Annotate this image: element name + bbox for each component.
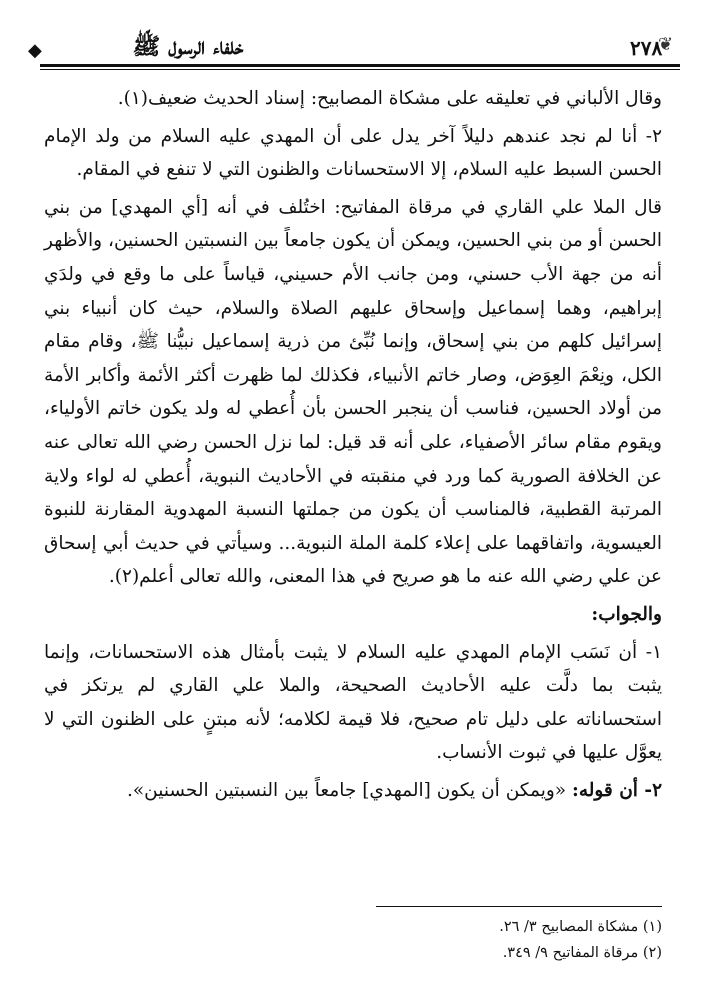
- floral-ornament-icon: ❦: [658, 34, 674, 55]
- footnote-2: (٢) مرقاة المفاتيح ٩/ ٣٤٩.: [502, 945, 662, 961]
- paragraph-albani: وقال الألباني في تعليقه على مشكاة المصابيح: إسناد الحديث ضعيف(١).: [117, 88, 662, 109]
- paragraph-answer-one: ١- أن نَسَب الإمام المهدي عليه السلام لا يثبت بأمثال هذه الاستحسانات، وإنما يثبت بما دلَّت عليه الأحاديث الصحيحة، والملا علي القاري لم يرتكز في استحساناته على دليل تام صحيح، فلا قيمة لكلامه؛ لأنه مبتنٍ على الظنون التي لا يعوَّل عليها في ثبوت الأنساب.: [44, 641, 662, 764]
- answer-two-lead: ٢- أن قوله:: [571, 779, 662, 801]
- footnotes: [44, 914, 662, 966]
- page-header: [28, 30, 680, 76]
- header-rule-thin: [40, 69, 680, 70]
- running-title: خلفاء الرسول ﷺ: [132, 33, 244, 60]
- page-number: ٢٧٨: [630, 36, 663, 60]
- main-text: [44, 82, 662, 807]
- paragraph-point-two: ٢- أنا لم نجد عندهم دليلاً آخر يدل على أن المهدي عليه السلام من ولد الإمام الحسن السبط عليه السلام، إلا الاستحسانات والظنون التي لا تنفع في المقام.: [44, 125, 662, 181]
- footnote-1: (١) مشكاة المصابيح ٣/ ٢٦.: [499, 919, 662, 935]
- footnote-separator: [376, 906, 662, 907]
- header-rule: [40, 64, 680, 67]
- diamond-ornament-icon: ◆: [28, 40, 42, 61]
- paragraph-answer-two: [44, 774, 662, 808]
- answer-two-quote: «ويمكن أن يكون [المهدي] جامعاً بين النسبتين الحسنين».: [126, 779, 572, 801]
- paragraph-qari-quote: قال الملا علي القاري في مرقاة المفاتيح: اختُلف في أنه [أي المهدي] من بني الحسن أو من بني الحسين، ويمكن أن يكون جامعاً بين النسبتين الحسنين، والأظهر أنه من جهة الأب حسني، ومن جانب الأم حسيني، قياساً على ما وقع في ولدَي إبراهيم، وهما إسماعيل وإسحاق عليهم الصلاة والسلام، حيث كان أنبياء بني إسرائيل كلهم من بني إسحاق، وإنما نُبِّئ من ذرية إسماعيل نبيُّنا ﷺ، وقام مقام الكل، ونِعْمَ العِوَض، وصار خاتم الأنبياء، فكذلك لما ظهرت أكثر الأئمة وأكابر الأمة من أولاد الحسين، فناسب أن ينجبر الحسن بأن أُعطي له ولد يكون خاتم الأولياء، ويقوم مقام سائر الأصفياء، على أنه قد قيل: لما نزل الحسن رضي الله تعالى عنه عن الخلافة الصورية كما ورد في منقبته في الأحاديث النبوية، أُعطي له لواء ولاية المرتبة القطبية، فالمناسب أن يكون من جملتها النسبة المهدوية المقارنة للنبوة العيسوية، واتفاقهما على إعلاء كلمة الملة النبوية... وسيأتي في حديث أبي إسحاق عن علي رضي الله عنه ما هو صريح في هذا المعنى، والله تعالى أعلم(٢).: [44, 196, 662, 588]
- answer-heading: والجواب:: [591, 603, 662, 625]
